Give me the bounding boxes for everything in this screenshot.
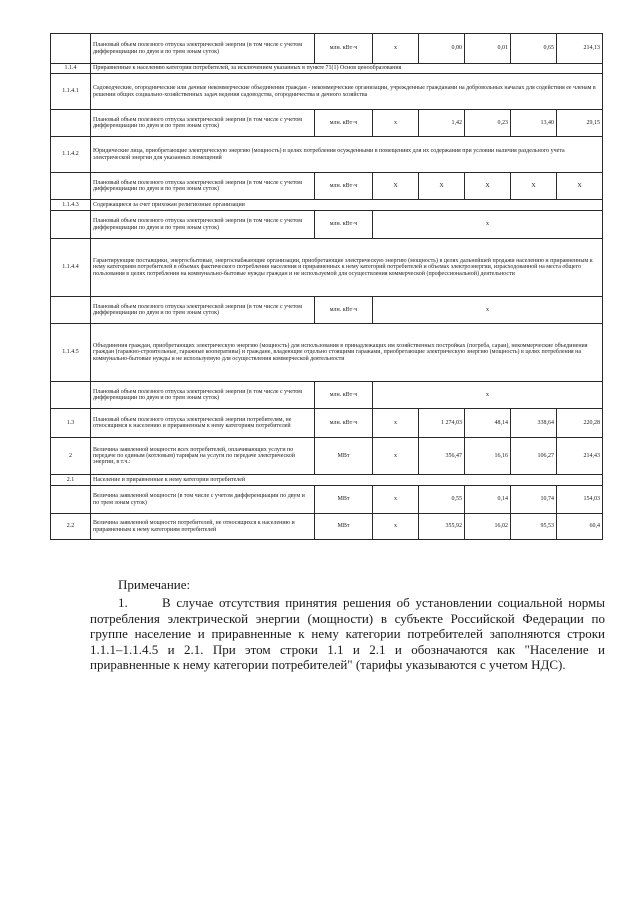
- flag-cell: x: [373, 34, 419, 64]
- flag-cell: x: [373, 486, 419, 514]
- flag-cell: X: [373, 173, 419, 200]
- value-cell-1: 356,47: [419, 438, 465, 475]
- value-cell-2: 0,14: [465, 486, 511, 514]
- category-heading-cell: Гарантирующие поставщики, энергосбытовые, энергоснабжающие организации, приобретающие электрическую энергию (мощность) в целях дальнейшей продажи населению и приравненным к нему категориям потребителей в объемах фактического потребления населения и приравненных к нему категорий потребителей и объемах электроэнергии, израсходованной на места общего пользования в целях потребления на коммунально-бытовые нужды граждан и не используемой для осуществления коммерческой (профессиональной) деятельности: [91, 239, 603, 297]
- value-cell-4: 214,43: [557, 438, 603, 475]
- flag-cell: x: [373, 409, 419, 438]
- value-cell-4: 154,03: [557, 486, 603, 514]
- category-heading-cell: Объединения граждан, приобретающих электрическую энергию (мощность) для использования в принадлежащих им хозяйственных постройках (погреба, сараи), некоммерческие объединения граждан (гаражно-строительные, гаражные кооперативы) и граждане, владеющие отдельно стоящими гаражами, приобретающие электрическую энергию (мощность) в целях потребления на коммунально-бытовые нужды и не используемую для осуществления коммерческой деятельности: [91, 324, 603, 382]
- row-number-cell: [51, 297, 91, 324]
- note-title: Примечание:: [118, 577, 191, 592]
- row-number-cell: [51, 173, 91, 200]
- value-cell-1: 1,42: [419, 110, 465, 137]
- value-cell-3: 338,64: [511, 409, 557, 438]
- flag-cell: x: [373, 438, 419, 475]
- value-cell-4: 214,13: [557, 34, 603, 64]
- table-row: [51, 173, 603, 200]
- table-row: [51, 74, 603, 110]
- note-number: 1.: [118, 595, 128, 610]
- value-cell-4: 60,4: [557, 514, 603, 540]
- unit-cell: МВт: [315, 486, 373, 514]
- unit-cell: МВт: [315, 514, 373, 540]
- indicator-cell: Плановый объем полезного отпуска электрической энергии (в том числе с учетом дифференциации по двум и по трем зонам суток): [91, 211, 315, 239]
- table-row: [51, 297, 603, 324]
- value-cell-3: 95,53: [511, 514, 557, 540]
- table-row: [51, 409, 603, 438]
- unit-cell: млн. кВт·ч: [315, 110, 373, 137]
- indicator-cell: Величина заявленной мощности потребителей, не относящихся к населению и приравненным к нему категориям потребителей: [91, 514, 315, 540]
- table-row: [51, 64, 603, 74]
- category-heading-cell: Население и приравненные к нему категории потребителей: [91, 475, 603, 486]
- category-heading-cell: Содержащиеся за счет прихожан религиозные организации: [91, 200, 603, 211]
- row-number-cell: 1.1.4.1: [51, 74, 91, 110]
- table-row: [51, 239, 603, 297]
- category-heading-cell: Садоводческие, огороднические или дачные некоммерческие объединения граждан - некоммерческие организации, учрежденные гражданами на добровольных началах для содействия ее членам в решении общих социально-хозяйственных задач ведения садоводства, огородничества и дачного хозяйства: [91, 74, 603, 110]
- value-cell-2: 16,16: [465, 438, 511, 475]
- table-row: [51, 34, 603, 64]
- unit-cell: МВт: [315, 438, 373, 475]
- note-paragraph: [90, 595, 605, 673]
- row-number-cell: 1.1.4.4: [51, 239, 91, 297]
- table-row: [51, 438, 603, 475]
- value-cell-1: 1 274,03: [419, 409, 465, 438]
- unit-cell: млн. кВт·ч: [315, 211, 373, 239]
- value-cell-1: 0,55: [419, 486, 465, 514]
- merged-value-cell: x: [373, 297, 603, 324]
- row-number-cell: 2: [51, 438, 91, 475]
- table-body: [51, 34, 603, 540]
- table-row: [51, 486, 603, 514]
- unit-cell: млн. кВт·ч: [315, 173, 373, 200]
- table-row: [51, 211, 603, 239]
- value-cell-3: 106,27: [511, 438, 557, 475]
- table-row: [51, 514, 603, 540]
- indicator-cell: Плановый объем полезного отпуска электрической энергии потребителям, не относящимся к населению и приравненным к нему категориям потребителей: [91, 409, 315, 438]
- note-text: В случае отсутствия принятия решения об установлении социальной нормы потребления электрической энергии (мощности) в субъекте Российской Федерации по группе население и приравненные к нему категории потребителей заполняются строки 1.1.1–1.1.4.5 и 2.1. При этом строки 1.1 и 2.1 и обозначаются как "Население и приравненные к нему категории потребителей" (тарифы указываются с учетом НДС).: [90, 595, 605, 673]
- value-cell-3: 13,40: [511, 110, 557, 137]
- table-row: [51, 200, 603, 211]
- row-number-cell: 2.2: [51, 514, 91, 540]
- row-number-cell: [51, 211, 91, 239]
- indicator-cell: Плановый объем полезного отпуска электрической энергии (в том числе с учетом дифференциации по двум и по трем зонам суток): [91, 297, 315, 324]
- flag-cell: x: [373, 110, 419, 137]
- indicator-cell: Плановый объем полезного отпуска электрической энергии (в том числе с учетом дифференциации по двум и по трем зонам суток): [91, 382, 315, 409]
- indicator-cell: Плановый объем полезного отпуска электрической энергии (в том числе с учетом дифференциации по двум и по трем зонам суток): [91, 173, 315, 200]
- row-number-cell: 1.1.4.3: [51, 200, 91, 211]
- indicator-cell: Плановый объем полезного отпуска электрической энергии (в том числе с учетом дифференциации по двум и по трем зонам суток): [91, 34, 315, 64]
- unit-cell: млн. кВт·ч: [315, 382, 373, 409]
- value-cell-4: 220,28: [557, 409, 603, 438]
- table-row: [51, 475, 603, 486]
- row-number-cell: 1.1.4.5: [51, 324, 91, 382]
- value-cell-4: 29,15: [557, 110, 603, 137]
- value-cell-2: 16,02: [465, 514, 511, 540]
- unit-cell: млн. кВт·ч: [315, 34, 373, 64]
- table-row: [51, 110, 603, 137]
- value-cell-3: 10,74: [511, 486, 557, 514]
- row-number-cell: 1.1.4.2: [51, 137, 91, 173]
- table-row: [51, 324, 603, 382]
- value-cell-2: 48,14: [465, 409, 511, 438]
- row-number-cell: 1.1.4: [51, 64, 91, 74]
- value-cell-3: 0,65: [511, 34, 557, 64]
- value-cell-1: 355,92: [419, 514, 465, 540]
- table-row: [51, 137, 603, 173]
- row-number-cell: 2.1: [51, 475, 91, 486]
- indicator-cell: Величина заявленной мощности всех потребителей, оплачивающих услуги по передаче по единым (котловым) тарифам на услуги по передаче электрической энергии, в т.ч.:: [91, 438, 315, 475]
- row-number-cell: [51, 382, 91, 409]
- value-cell-1: X: [419, 173, 465, 200]
- value-cell-2: X: [465, 173, 511, 200]
- row-number-cell: [51, 34, 91, 64]
- row-number-cell: 1.3: [51, 409, 91, 438]
- tariff-table: [50, 33, 603, 540]
- merged-value-cell: x: [373, 382, 603, 409]
- category-heading-cell: Юридические лица, приобретающие электрическую энергию (мощность) в целях потребления осужденными в помещениях для их содержания при условии наличия раздельного учета электрической энергии для указанных помещений: [91, 137, 603, 173]
- row-number-cell: [51, 486, 91, 514]
- row-number-cell: [51, 110, 91, 137]
- unit-cell: млн. кВт·ч: [315, 297, 373, 324]
- table-row: [51, 382, 603, 409]
- indicator-cell: Плановый объем полезного отпуска электрической энергии (в том числе с учетом дифференциации по двум и по трем зонам суток): [91, 110, 315, 137]
- unit-cell: млн. кВт·ч: [315, 409, 373, 438]
- indicator-cell: Величина заявленной мощности (в том числе с учетом дифференциации по двум и по трем зонам суток): [91, 486, 315, 514]
- value-cell-4: X: [557, 173, 603, 200]
- merged-value-cell: x: [373, 211, 603, 239]
- category-heading-cell: Приравненные к населению категории потребителей, за исключением указанных в пункте 71(1) Основ ценообразования: [91, 64, 603, 74]
- value-cell-2: 0,23: [465, 110, 511, 137]
- value-cell-3: X: [511, 173, 557, 200]
- value-cell-2: 0,01: [465, 34, 511, 64]
- flag-cell: x: [373, 514, 419, 540]
- value-cell-1: 0,00: [419, 34, 465, 64]
